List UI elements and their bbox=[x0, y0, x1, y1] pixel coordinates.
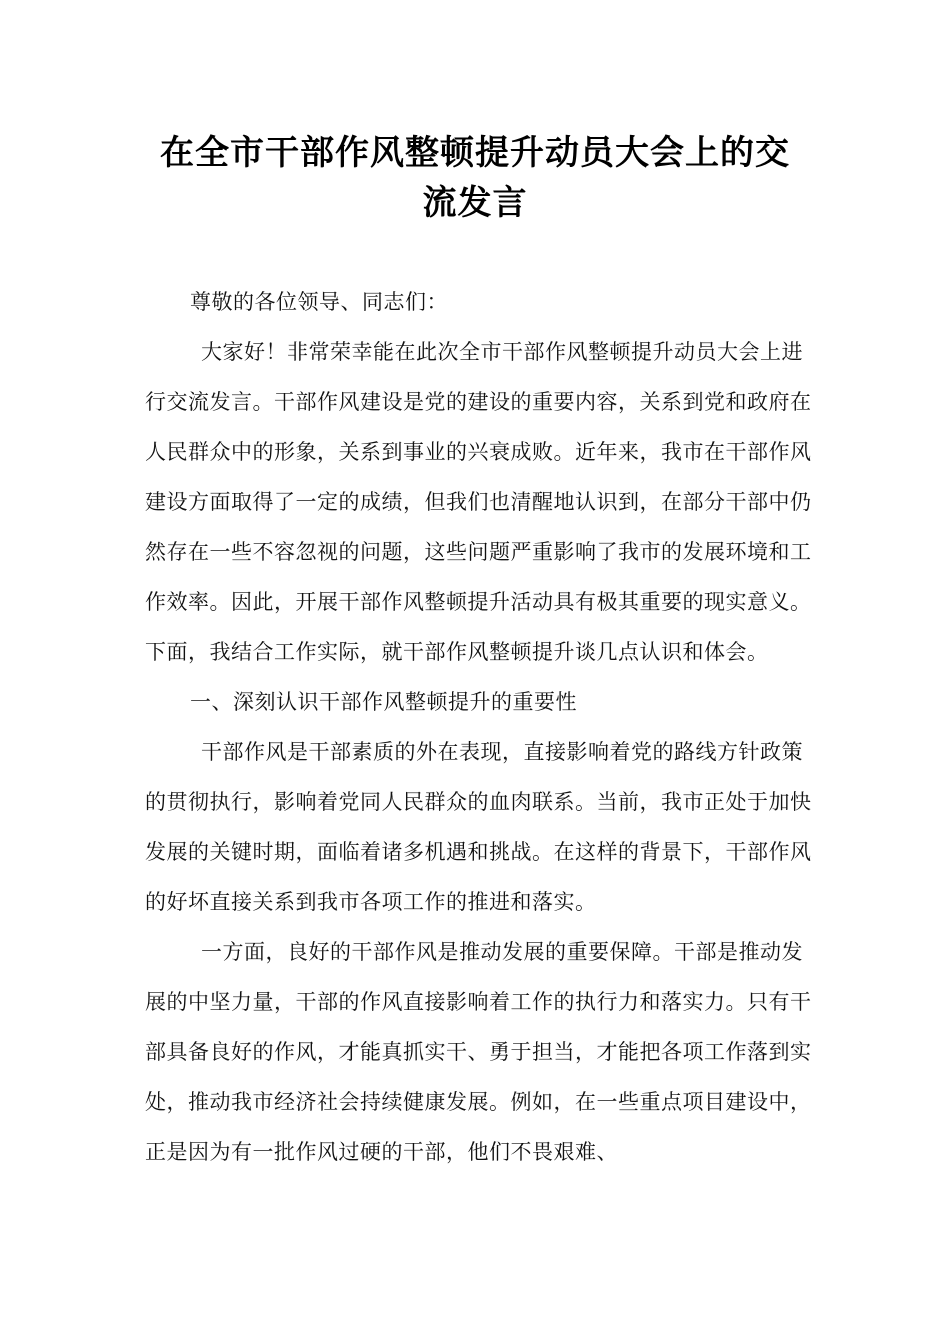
title-line-1: 在全市干部作风整顿提升动员大会上的交 bbox=[160, 133, 790, 173]
intro-paragraph: 大家好！非常荣幸能在此次全市干部作风整顿提升动员大会上进行交流发言。干部作风建设是党的建设的重要内容，关系到党和政府在人民群众中的形象，关系到事业的兴衰成败。近年来，我市在干部作风建设方面取得了一定的成绩，但我们也清醒地认识到，在部分干部中仍然存在一些不容忽视的问题，这些问题严重影响了我市的发展环境和工作效率。因此，开展干部作风整顿提升活动具有极其重要的现实意义。下面，我结合工作实际，就干部作风整顿提升谈几点认识和体会。 bbox=[145, 340, 812, 664]
document-body bbox=[145, 277, 815, 1177]
title-line-2: 流发言 bbox=[422, 183, 528, 223]
document-title bbox=[150, 128, 800, 228]
body-paragraph: 干部作风是干部素质的外在表现，直接影响着党的路线方针政策的贯彻执行，影响着党同人民群众的血肉联系。当前，我市正处于加快发展的关键时期，面临着诸多机遇和挑战。在这样的背景下，干部作风的好坏直接关系到我市各项工作的推进和落实。 bbox=[145, 740, 812, 914]
body-paragraph: 一方面，良好的干部作风是推动发展的重要保障。干部是推动发展的中坚力量，干部的作风直接影响着工作的执行力和落实力。只有干部具备良好的作风，才能真抓实干、勇于担当，才能把各项工作落到实处，推动我市经济社会持续健康发展。例如，在一些重点项目建设中，正是因为有一批作风过硬的干部，他们不畏艰难、 bbox=[145, 940, 812, 1164]
section-heading: 一、深刻认识干部作风整顿提升的重要性 bbox=[190, 690, 577, 714]
salutation: 尊敬的各位领导、同志们： bbox=[190, 290, 448, 314]
